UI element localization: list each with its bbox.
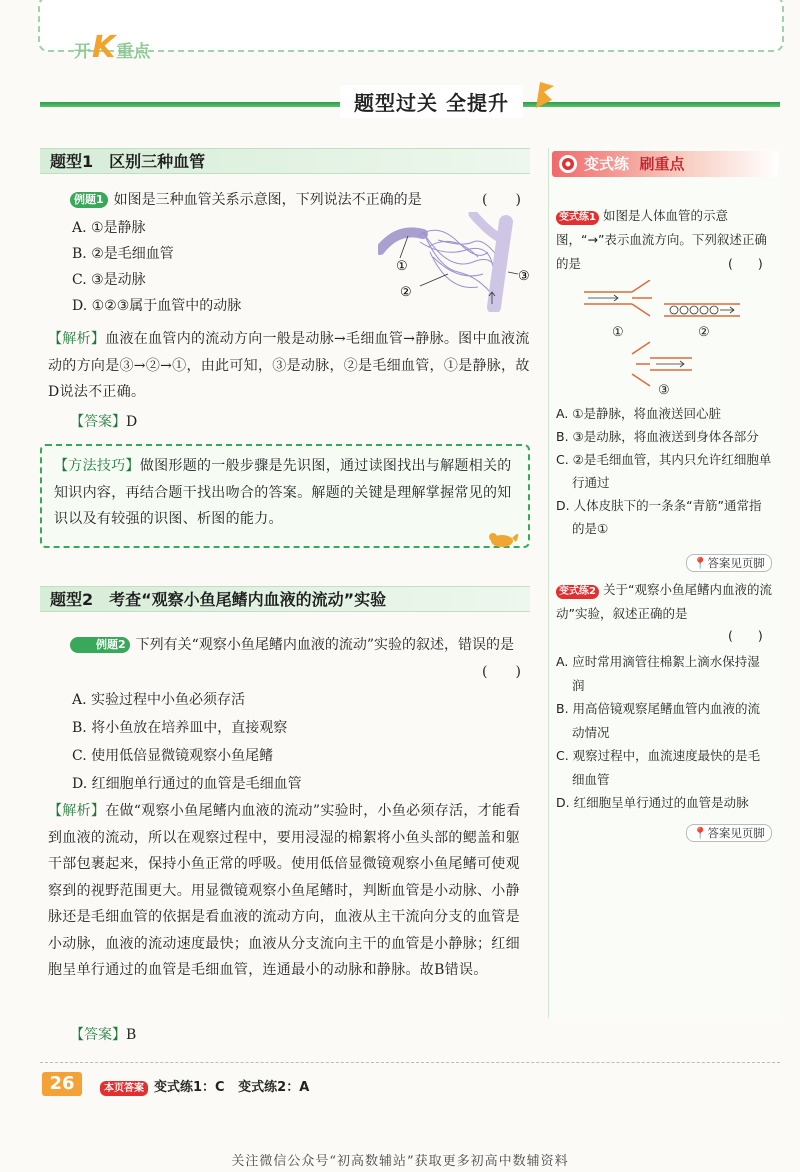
variant1-options <box>556 402 772 540</box>
diagram-label: ① <box>612 325 624 340</box>
answer-paren: ( ) <box>482 192 521 208</box>
example1-answer: 【答案】D <box>70 414 138 430</box>
diagram-label: ② <box>698 325 710 340</box>
answer-paren: ( ) <box>728 628 763 643</box>
variant2-question: 变式练2 关于“观察小鱼尾鳍内血液的流动”实验，叙述正确的是 <box>556 582 772 621</box>
example2-answer: 【答案】B <box>70 1027 137 1043</box>
option: B. 将小鱼放在培养皿中，直接观察 <box>72 720 288 736</box>
section-header-2: 题型2 考查“观察小鱼尾鳍内血液的流动”实验 <box>40 586 530 612</box>
method-tip-text: 【方法技巧】做图形题的一般步骤是先识图，通过读图找出与解题相关的知识内容，再结合题干找出吻合的答案。解题的关键是理解掌握常见的知识以及有较强的识图、析图的能力。 <box>54 458 512 527</box>
bullseye-icon <box>558 154 578 174</box>
option: C. ②是毛细血管，其内只允许红细胞单行通过 <box>556 452 772 490</box>
footer-divider <box>40 1062 780 1063</box>
option: A. 实验过程中小鱼必须存活 <box>72 692 246 708</box>
option: C. 观察过程中，血流速度最快的是毛细血管 <box>556 748 761 787</box>
example2-explanation: 【解析】在做“观察小鱼尾鳍内血液的流动”实验时，小鱼必须存活，才能看到血液的流动，所以在观察过程中，要用浸湿的棉絮将小鱼头部的鳃盖和躯干部包裹起来，保持小鱼正常的呼吸。使用低倍显微镜观察小鱼尾鳍可使观察到的视野范围更大。用显微镜观察小鱼尾鳍时，判断血管是小动脉、小静脉还是毛细血管的依据是看血液的流动方向，血液从主干流向分支的血管是小动脉，血液的流动速度最快；血液从分支流向主干的血管是小静脉；红细胞呈单行通过的血管是毛细血管，连通最小的动脉和静脉。故B错误。 <box>48 803 521 978</box>
example2-question: 例题2 下列有关“观察小鱼尾鳍内血液的流动”实验的叙述，错误的是 <box>48 632 530 659</box>
logo: 开K重点 <box>74 30 151 65</box>
option: D. 红细胞单行通过的血管是毛细血管 <box>72 776 302 792</box>
option: A. ①是静脉 <box>72 220 146 236</box>
squirrel-icon <box>486 526 524 548</box>
example2-options <box>72 686 302 798</box>
option: C. 使用低倍显微镜观察小鱼尾鳍 <box>72 748 274 764</box>
answer-paren: ( ) <box>482 664 521 680</box>
option: D. 人体皮肤下的一条条“青筋”通常指的是① <box>556 498 762 536</box>
variant2-options <box>556 650 772 815</box>
example1-question: 例题1 如图是三种血管关系示意图，下列说法不正确的是 <box>70 187 530 214</box>
example1-explanation: 【解析】血液在血管内的流动方向一般是动脉→毛细血管→静脉。图中血液流动的方向是③→②→①，由此可知，③是动脉，②是毛细血管，①是静脉，故D说法不正确。 <box>48 331 530 400</box>
variant1-question: 变式练1 如图是人体血管的示意图，“→”表示血流方向。下列叙述正确的是 <box>556 208 767 271</box>
vessel-types-diagram <box>580 280 760 400</box>
option: C. ③是动脉 <box>72 272 146 288</box>
diagram-label: ③ <box>658 383 670 398</box>
page-title: 题型过关 全提升 <box>340 85 523 118</box>
see-answer-badge: 📍答案见页脚 <box>686 822 772 841</box>
option: B. ③是动脉，将血液送到身体各部分 <box>556 429 759 444</box>
diagram-label: ③ <box>518 269 530 284</box>
option: A. ①是静脉，将血液送回心脏 <box>556 406 721 421</box>
flag-icon <box>532 78 558 110</box>
option: D. 红细胞呈单行通过的血管是动脉 <box>556 795 749 810</box>
option: B. 用高倍镜观察尾鳍血管内血液的流动情况 <box>556 701 761 740</box>
title-bar <box>40 91 780 115</box>
option: B. ②是毛细血管 <box>72 246 174 262</box>
option: A. 应时常用滴管往棉絮上滴水保持湿润 <box>556 654 760 693</box>
section-header-1: 题型1 区别三种血管 <box>40 148 530 174</box>
see-answer-badge: 📍答案见页脚 <box>686 552 772 571</box>
variant-practice-header: 变式练 刷重点 <box>552 151 778 177</box>
page-number: 26 <box>42 1072 82 1096</box>
diagram-label: ① <box>396 259 408 274</box>
option: D. ①②③属于血管中的动脉 <box>72 298 242 314</box>
blood-vessel-diagram <box>378 212 533 312</box>
diagram-label: ② <box>400 285 412 300</box>
footer-answers: 本页答案 变式练1：C 变式练2：A <box>100 1076 309 1096</box>
answer-paren: ( ) <box>728 256 763 271</box>
example1-options <box>72 215 241 319</box>
watermark-text: 关注微信公众号“初高数辅站”获取更多初高中数辅资料 <box>231 1154 569 1169</box>
